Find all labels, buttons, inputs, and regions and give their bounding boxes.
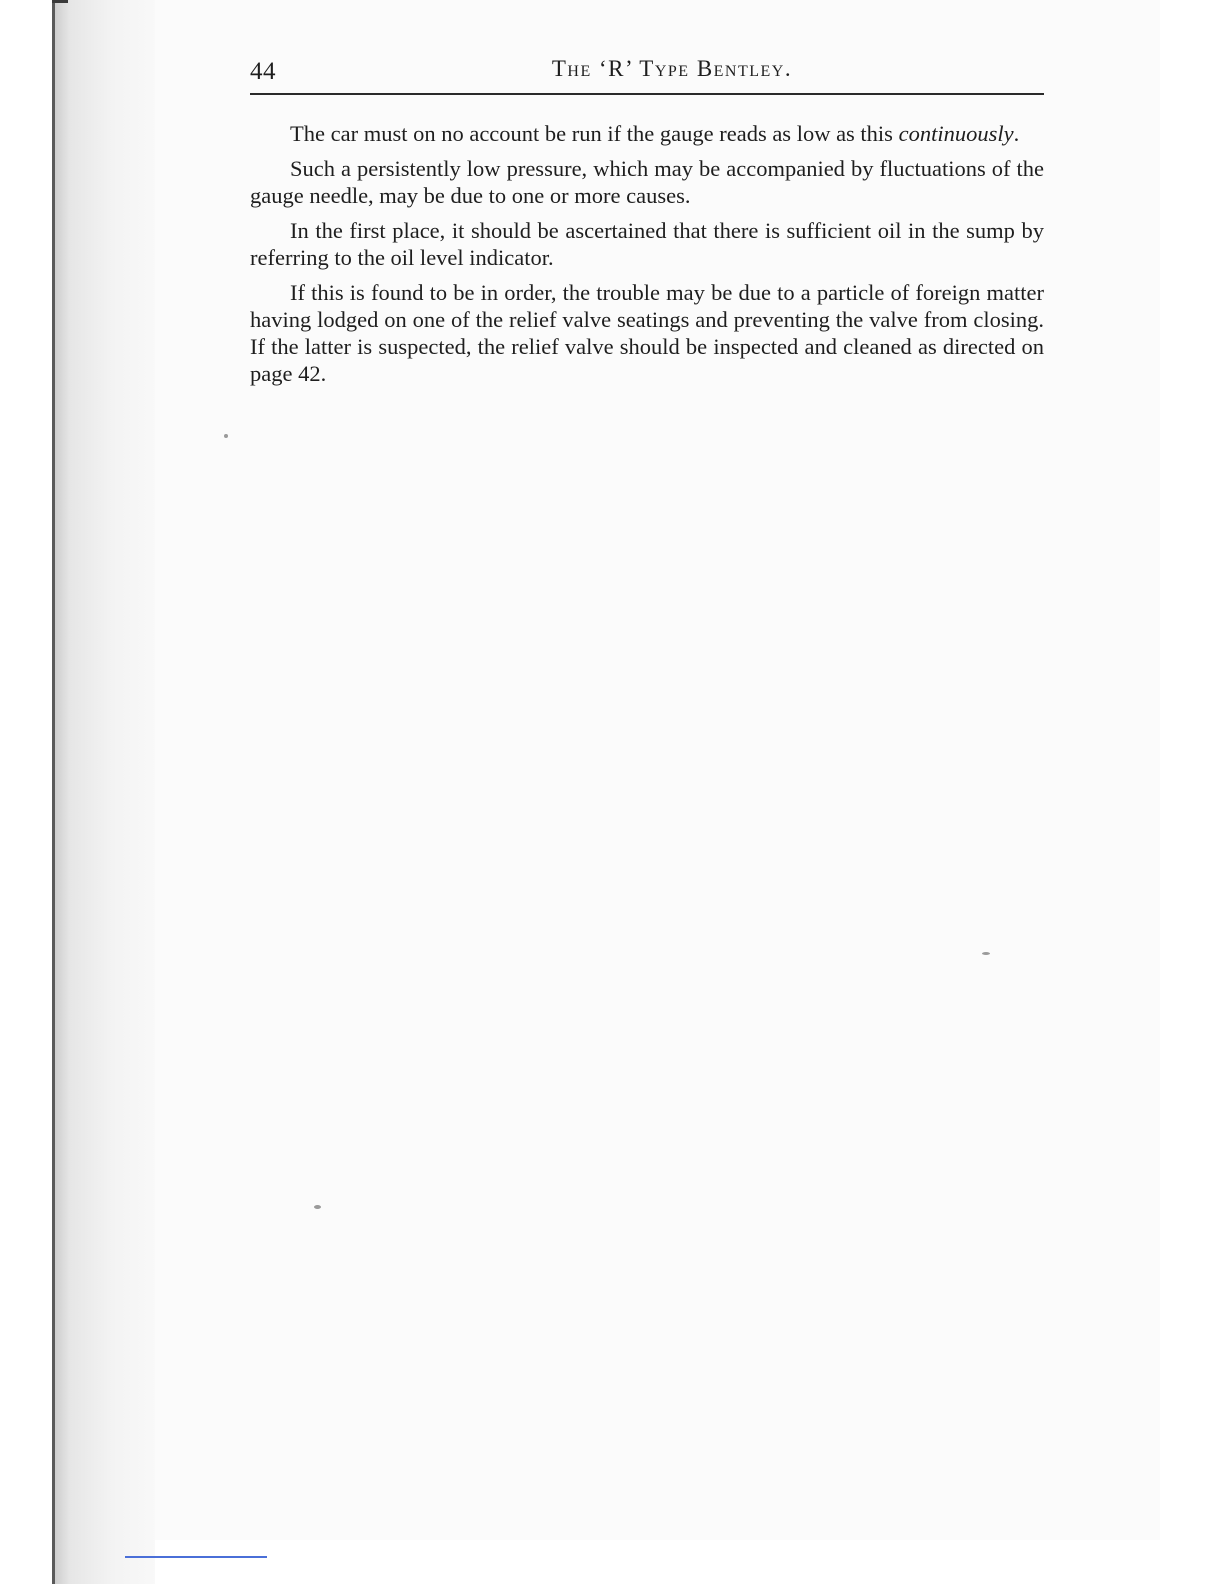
scan-speck	[982, 952, 990, 955]
paragraph-1-emphasis: continuously	[898, 121, 1014, 146]
page-corner-mark	[52, 0, 68, 13]
paragraph-4: If this is found to be in order, the trouble may be due to a particle of foreign matter having lodged on one of the relief valve seatings and preventing the valve from closing. If the latter is suspected, the relief valve should be inspected and cleaned as directed on page 42.	[250, 280, 1044, 386]
paragraph-2: Such a persistently low pressure, which may be accompanied by fluctuations of the gauge needle, may be due to one or more causes.	[250, 156, 1044, 208]
scan-speck	[224, 434, 228, 438]
paragraph-1-text: The car must on no account be run if the gauge reads as low as this	[290, 121, 899, 146]
left-margin	[0, 0, 52, 1584]
paragraph-3: In the first place, it should be ascertained that there is sufficient oil in the sump by referring to the oil level indicator.	[250, 218, 1044, 270]
scan-speck	[314, 1205, 321, 1209]
binding-edge-line	[52, 0, 55, 1584]
running-title: The ‘R’ Type Bentley.	[551, 56, 793, 81]
binding-shadow	[52, 0, 164, 1584]
paragraph-1	[250, 120, 1044, 147]
running-header	[250, 56, 1044, 90]
header-rule	[250, 93, 1044, 95]
right-margin	[1160, 0, 1224, 1584]
body-text	[250, 120, 1044, 395]
bottom-margin	[155, 1540, 1160, 1584]
bottom-link-underline	[125, 1556, 267, 1558]
page-number: 44	[250, 58, 276, 85]
paragraph-1-end: .	[1013, 121, 1020, 146]
